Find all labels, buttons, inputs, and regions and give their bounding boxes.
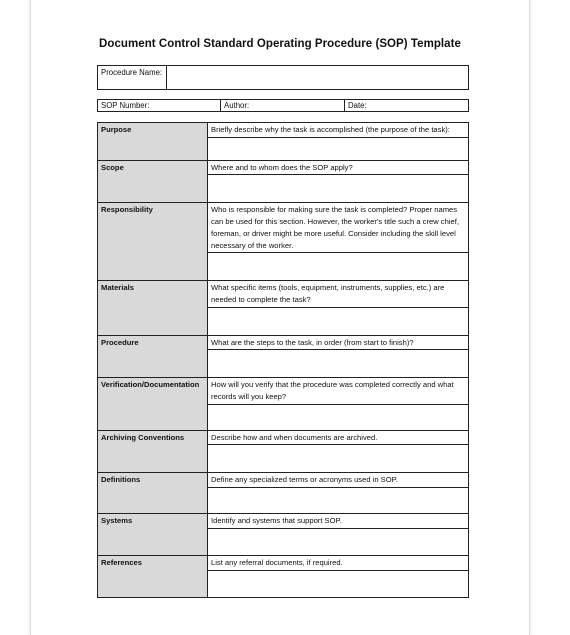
section-answer-field[interactable]: [208, 445, 469, 473]
section-row-scope: [98, 160, 469, 175]
section-answer-field[interactable]: [208, 175, 469, 203]
section-prompt: Where and to whom does the SOP apply?: [208, 160, 469, 175]
section-label: Procedure: [98, 335, 208, 378]
section-answer-field[interactable]: [208, 253, 469, 281]
section-answer-field[interactable]: [208, 350, 469, 378]
procedure-name-input[interactable]: [167, 66, 468, 89]
section-prompt: Describe how and when documents are archived.: [208, 430, 469, 445]
section-answer-field[interactable]: [208, 307, 469, 335]
section-prompt: List any referral documents, if required.: [208, 555, 469, 570]
sop-number-label: SOP Number:: [101, 101, 150, 110]
section-answer-field[interactable]: [208, 570, 469, 597]
section-prompt: Briefly describe why the task is accomplished (the purpose of the task):: [208, 123, 469, 138]
section-label: Purpose: [98, 123, 208, 161]
document-page: [30, 0, 530, 635]
section-row-procedure: [98, 335, 469, 350]
section-row-responsibility: [98, 203, 469, 253]
section-answer-field[interactable]: [208, 137, 469, 160]
section-prompt: What specific items (tools, equipment, instruments, supplies, etc.) are needed to complete the task?: [208, 281, 469, 307]
section-prompt: Who is responsible for making sure the task is completed? Proper names can be used for this section. However, the worker's title such a crew chief, foreman, or driver might be more useful. Consider including the skill level necessary of the worker.: [208, 203, 469, 253]
section-row-purpose: [98, 123, 469, 138]
section-prompt: What are the steps to the task, in order (from start to finish)?: [208, 335, 469, 350]
section-prompt: How will you verify that the procedure was completed correctly and what records will you keep?: [208, 378, 469, 404]
section-row-definitions: [98, 473, 469, 488]
sop-sections-table: [97, 122, 469, 598]
author-field[interactable]: [221, 100, 345, 111]
section-row-verification: [98, 378, 469, 404]
section-label: Verification/Documentation: [98, 378, 208, 430]
section-label: Scope: [98, 160, 208, 203]
section-label: Systems: [98, 514, 208, 556]
section-row-systems: [98, 514, 469, 529]
section-row-references: [98, 555, 469, 570]
section-row-archiving: [98, 430, 469, 445]
section-label: Materials: [98, 281, 208, 335]
section-answer-field[interactable]: [208, 404, 469, 430]
section-answer-field[interactable]: [208, 488, 469, 514]
section-prompt: Identify and systems that support SOP.: [208, 514, 469, 529]
sop-number-field[interactable]: [98, 100, 221, 111]
author-label: Author:: [224, 101, 250, 110]
section-label: Archiving Conventions: [98, 430, 208, 473]
section-answer-field[interactable]: [208, 528, 469, 555]
section-row-materials: [98, 281, 469, 307]
date-label: Date:: [348, 101, 367, 110]
section-label: References: [98, 555, 208, 597]
document-title: Document Control Standard Operating Procedure (SOP) Template: [99, 38, 461, 50]
section-label: Definitions: [98, 473, 208, 514]
procedure-name-label: Procedure Name:: [98, 66, 167, 89]
procedure-name-field: [97, 65, 469, 90]
section-prompt: Define any specialized terms or acronyms used in SOP.: [208, 473, 469, 488]
date-field[interactable]: [345, 100, 468, 111]
section-label: Responsibility: [98, 203, 208, 281]
sop-info-row: [97, 99, 469, 112]
